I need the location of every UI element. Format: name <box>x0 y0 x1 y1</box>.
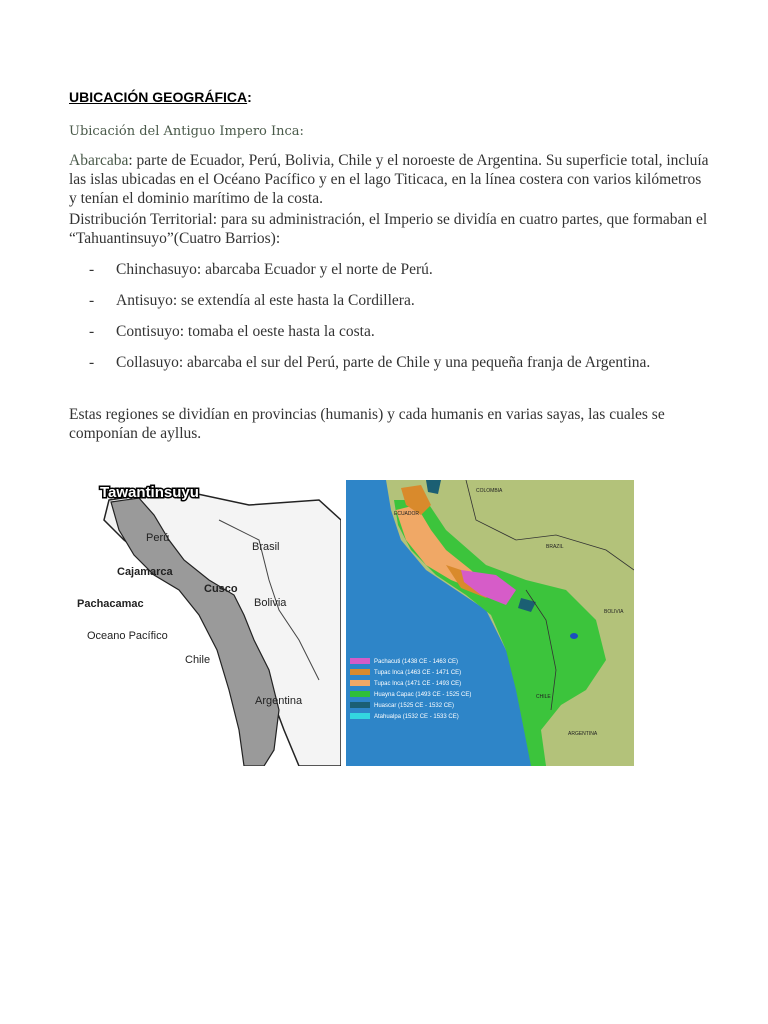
legend-swatch <box>350 713 370 719</box>
label-pachacamac: Pachacamac <box>77 598 144 610</box>
legend-label: Atahualpa (1532 CE - 1533 CE) <box>374 714 459 720</box>
label-argentina: Argentina <box>255 695 303 707</box>
list-item <box>69 322 709 341</box>
label-oceano: Oceano Pacífico <box>87 630 168 642</box>
legend-swatch <box>350 691 370 697</box>
label-colombia: COLOMBIA <box>476 488 503 494</box>
label-chile-right: CHILE <box>536 694 551 700</box>
paragraph-distribucion: Distribución Territorial: para su administración, el Imperio se dividía en cuatro partes, que formaban el “Tahuantinsuyo”(Cuatro Barrios): <box>69 211 708 247</box>
label-bolivia-right: BOLIVIA <box>604 609 624 615</box>
legend-label: Pachacuti (1438 CE - 1463 CE) <box>374 659 459 665</box>
label-ecuador: ECUADOR <box>394 511 420 517</box>
paragraph-lead: Abarcaba <box>69 152 129 169</box>
legend-label: Huayna Capac (1493 CE - 1525 CE) <box>374 692 472 698</box>
legend-swatch <box>350 680 370 686</box>
tawantinsuyu-map-svg <box>69 480 341 766</box>
paragraph-text: : parte de Ecuador, Perú, Bolivia, Chile y el noroeste de Argentina. Su superficie total, incluía las islas ubicadas en el Océano Pacífico y en el lago Titicaca, en la línea costera con varios kilómetros y tenían el dominio marítimo de la costa. <box>69 152 709 207</box>
label-cusco: Cusco <box>204 583 238 595</box>
maps-figure <box>69 480 634 766</box>
map-title: Tawantinsuyu <box>100 484 199 501</box>
list-item-text: Contisuyo: tomaba el oeste hasta la costa. <box>116 323 375 340</box>
list-item <box>69 291 709 310</box>
label-cajamarca: Cajamarca <box>117 566 173 578</box>
legend-swatch <box>350 669 370 675</box>
paragraph-regiones: Estas regiones se dividían en provincias (humanis) y cada humanis en varias sayas, las cuales se componían de ayllus. <box>69 406 665 442</box>
suyo-list <box>69 260 709 384</box>
legend-label: Tupac Inca (1463 CE - 1471 CE) <box>374 670 462 676</box>
list-item-text: Collasuyo: abarcaba el sur del Perú, parte de Chile y una pequeña franja de Argentina. <box>116 354 651 371</box>
list-item <box>69 353 709 372</box>
list-item-text: Chinchasuyo: abarcaba Ecuador y el norte de Perú. <box>116 261 433 278</box>
label-argentina-right: ARGENTINA <box>568 731 598 737</box>
list-item <box>69 260 709 279</box>
label-chile: Chile <box>185 654 211 666</box>
inca-expansion-map-svg <box>346 480 634 766</box>
tawantinsuyu-map <box>69 480 341 766</box>
label-bolivia: Bolivia <box>254 597 287 609</box>
label-peru: Perú <box>146 532 170 544</box>
paragraph-abarcaba <box>69 151 709 208</box>
bullet-marker: - <box>89 261 95 278</box>
legend-label: Huascar (1525 CE - 1532 CE) <box>374 703 455 709</box>
inca-expansion-map <box>346 480 634 766</box>
page-title <box>69 89 252 105</box>
legend-swatch <box>350 658 370 664</box>
label-brasil: Brasil <box>252 541 280 553</box>
bullet-marker: - <box>89 323 95 340</box>
legend-swatch <box>350 702 370 708</box>
section-subheading: Ubicación del Antiguo Impero Inca: <box>69 124 304 139</box>
bullet-marker: - <box>89 292 95 309</box>
page-title-colon: : <box>247 89 252 105</box>
legend-label: Tupac Inca (1471 CE - 1493 CE) <box>374 681 462 687</box>
bullet-marker: - <box>89 354 95 371</box>
page-title-text: UBICACIÓN GEOGRÁFICA <box>69 89 248 105</box>
list-item-text: Antisuyo: se extendía al este hasta la Cordillera. <box>116 292 415 309</box>
label-brazil: BRAZIL <box>546 544 564 550</box>
